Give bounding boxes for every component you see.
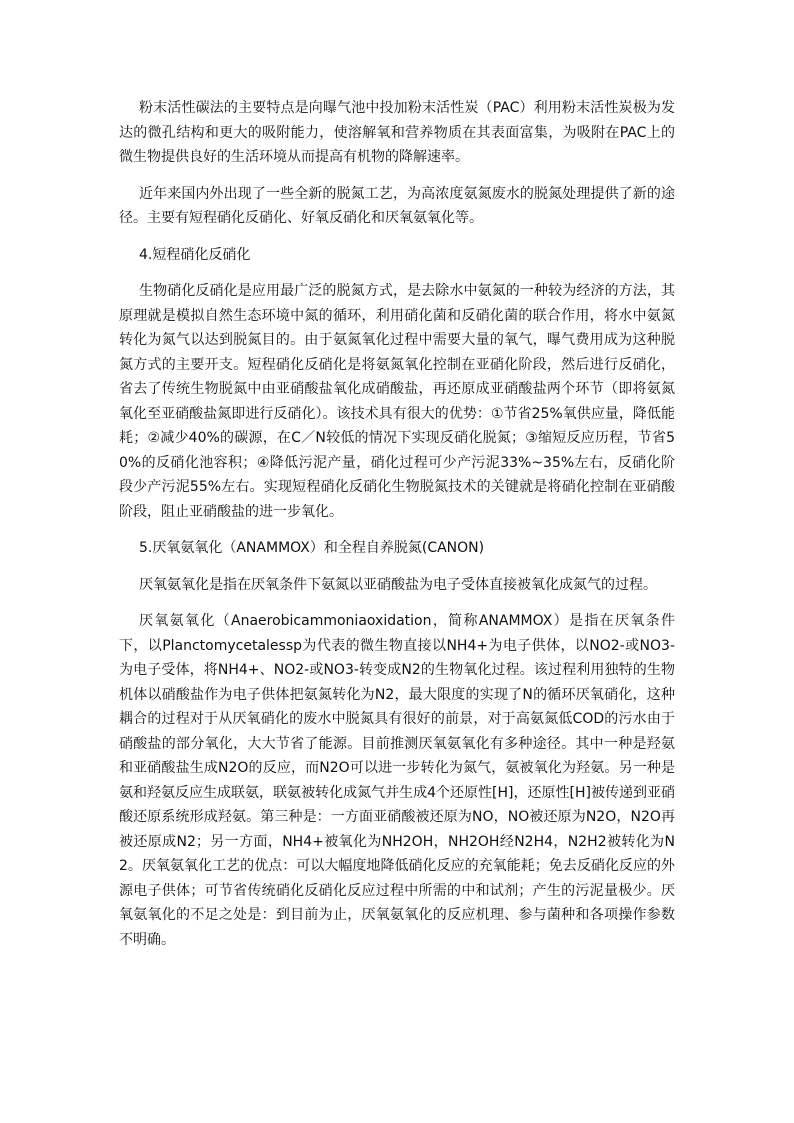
section-heading-short-nitrification: 4.短程硝化反硝化 bbox=[139, 246, 251, 263]
paragraph-new-processes: 近年来国内外出现了一些全新的脱氮工艺，为高浓度氨氮废水的脱氮处理提供了新的途径。主要有短程硝化反硝化、好氧反硝化和厌氧氨氧化等。 bbox=[119, 185, 675, 226]
paragraph-short-nitrification: 生物硝化反硝化是应用最广泛的脱氮方式，是去除水中氨氮的一种较为经济的方法，其原理就是模拟自然生态环境中氮的循环，利用硝化菌和反硝化菌的联合作用，将水中氨氮转化为氮气以达到脱氮目的。由于氨氮氧化过程中需要大量的氧气，曝气费用成为这种脱氮方式的主要开支。短程硝化反硝化是将氨氮氧化控制在亚硝化阶段，然后进行反硝化，省去了传统生物脱氮中由亚硝酸盐氧化成硝酸盐，再还原成亚硝酸盐两个环节（即将氨氮氧化至亚硝酸盐氮即进行反硝化）。该技术具有很大的优势：①节省25%氧供应量，降低能耗；②减少40%的碳源，在C／N较低的情况下实现反硝化脱氮；③缩短反应历程，节省50%的反硝化池容积；④降低污泥产量，硝化过程可少产污泥33%~35%左右，反硝化阶段少产污泥55%左右。实现短程硝化反硝化生物脱氮技术的关键就是将硝化控制在亚硝酸阶段，阻止亚硝酸盐的进一步氧化。 bbox=[119, 283, 675, 520]
document-body bbox=[119, 96, 675, 964]
section-heading-anammox-canon: 5.厌氧氨氧化（ANAMMOX）和全程自养脱氮(CANON) bbox=[139, 540, 485, 556]
paragraph-anammox-definition: 厌氧氨氧化是指在厌氧条件下氨氮以亚硝酸盐为电子受体直接被氧化成氮气的过程。 bbox=[139, 576, 657, 593]
paragraph-pac-method: 粉末活性碳法的主要特点是向曝气池中投加粉末活性炭（PAC）利用粉末活性炭极为发达的微孔结构和更大的吸附能力，使溶解氧和营养物质在其表面富集，为吸附在PAC上的微生物提供良好的生活环境从而提高有机物的降解速率。 bbox=[119, 100, 675, 165]
paragraph-anammox-detail: 厌氧氨氧化（Anaerobicammoniaoxidation，简称ANAMMOX）是指在厌氧条件下，以Planctomycetalessp为代表的微生物直接以NH4+为电子供体，以NO2-或NO3-为电子受体，将NH4+、NO2-或NO3-转变成N2的生物氧化过程。该过程利用独特的生物机体以硝酸盐作为电子供体把氨氮转化为N2，最大限度的实现了N的循环厌氧硝化，这种耦合的过程对于从厌氧硝化的废水中脱氮具有很好的前景，对于高氨氮低COD的污水由于硝酸盐的部分氧化，大大节省了能源。目前推测厌氧氨氧化有多种途径。其中一种是羟氨和亚硝酸盐生成N2O的反应，而N2O可以进一步转化为氮气，氨被氧化为羟氨。另一种是氨和羟氨反应生成联氨，联氨被转化成氮气并生成4个还原性[H]，还原性[H]被传递到亚硝酸还原系统形成羟氨。第三种是：一方面亚硝酸被还原为NO，NO被还原为N2O，N2O再被还原成N2；另一方面，NH4+被氧化为NH2OH，NH2OH经N2H4，N2H2被转化为N2。厌氧氨氧化工艺的优点：可以大幅度地降低硝化反应的充氧能耗；免去反硝化反应的外源电子供体；可节省传统硝化反硝化反应过程中所需的中和试剂；产生的污泥量极少。厌氧氨氧化的不足之处是：到目前为止，厌氧氨氧化的反应机理、参与菌种和各项操作参数不明确。 bbox=[119, 613, 675, 948]
